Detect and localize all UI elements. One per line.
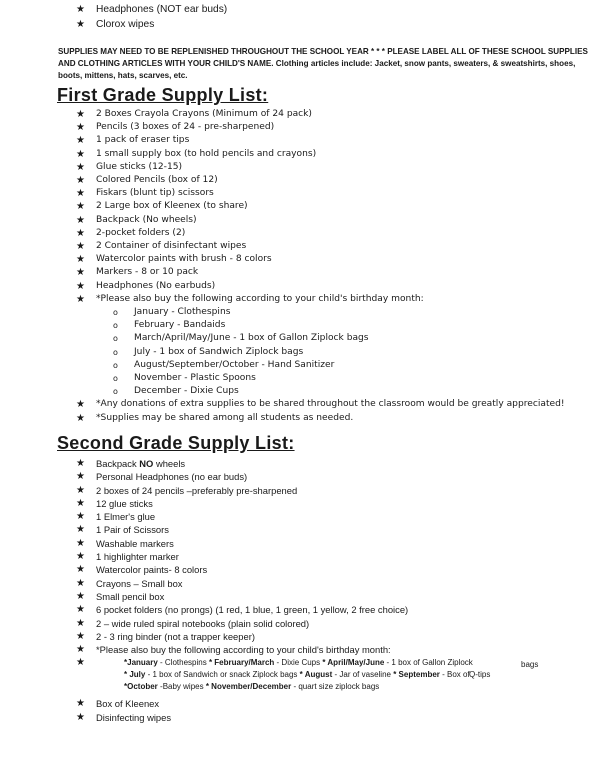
first-grade-heading: First Grade Supply List:	[57, 85, 269, 105]
list-item: ★ Crayons – Small box	[76, 577, 183, 589]
star-bullet-icon: ★	[76, 698, 85, 710]
list-item: ★ Disinfecting wipes	[76, 711, 172, 723]
list-item: ★ Backpack (No wheels)	[76, 214, 197, 226]
circle-bullet-icon: o	[113, 360, 118, 370]
star-bullet-icon: ★	[76, 293, 85, 305]
list-item: o January - Clothespins	[0, 306, 600, 319]
star-bullet-icon: ★	[76, 4, 85, 15]
star-bullet-icon: ★	[76, 267, 85, 279]
star-bullet-icon: ★	[76, 227, 85, 239]
list-item: ★ 1 highlighter marker	[76, 551, 179, 563]
star-bullet-icon: ★	[76, 412, 85, 424]
circle-bullet-icon: o	[113, 308, 118, 318]
list-item: ★ Headphones (No earbuds)	[76, 280, 216, 292]
star-bullet-icon: ★	[76, 201, 85, 213]
list-item: ★ Fiskars (blunt tip) scissors	[76, 188, 214, 200]
star-bullet-icon: ★	[76, 122, 85, 134]
circle-bullet-icon: o	[113, 374, 118, 384]
star-bullet-icon: ★	[76, 617, 85, 629]
birthday-month-block	[0, 656, 600, 697]
star-bullet-icon: ★	[76, 458, 85, 469]
list-item: ★ Clorox wipes	[76, 19, 155, 30]
star-bullet-icon: ★	[76, 644, 85, 656]
star-bullet-icon: ★	[76, 590, 85, 602]
list-item: ★ 2-pocket folders (2)	[76, 227, 186, 239]
list-item: ★ 2 Large box of Kleenex (to share)	[76, 201, 248, 213]
list-item: ★ *Please also buy the following according to your child's birthday month:	[76, 293, 424, 305]
list-item: ★ *Please also buy the following according to your child's birthday month:	[76, 644, 391, 656]
star-bullet-icon: ★	[76, 241, 85, 253]
star-bullet-icon: ★	[76, 399, 85, 411]
circle-bullet-icon: o	[113, 321, 118, 331]
second-grade-list	[0, 457, 600, 724]
list-item: ★ Colored Pencils (box of 12)	[76, 175, 218, 187]
list-item: o July - 1 box of Sandwich Ziplock bags	[0, 346, 600, 359]
birthday-month-list	[0, 306, 600, 398]
list-item: ★ Glue sticks (12-15)	[76, 161, 183, 173]
star-bullet-icon: ★	[76, 551, 85, 563]
list-item: ★ 2 Boxes Crayola Crayons (Minimum of 24 pack)	[76, 109, 312, 120]
list-item: ★ 6 pocket folders (no prongs) (1 red, 1 blue, 1 green, 1 yellow, 2 free choice)	[76, 604, 409, 616]
star-bullet-icon: ★	[76, 254, 85, 266]
birthday-bags-word: bags	[521, 660, 539, 670]
circle-bullet-icon: o	[113, 387, 118, 397]
birthday-line-2: * July - 1 box of Sandwich or snack Ziplock bags * August - Jar of vaseline * September - Box of	[124, 670, 470, 680]
list-item: ★ 12 glue sticks	[76, 497, 153, 509]
star-bullet-icon: ★	[76, 484, 85, 496]
list-item: ★ Pencils (3 boxes of 24 - pre-sharpened)	[76, 122, 275, 134]
star-bullet-icon: ★	[76, 630, 85, 642]
list-item: ★ 2 - 3 ring binder (not a trapper keeper)	[76, 630, 255, 642]
list-item: ★ Watercolor paints with brush - 8 colors	[76, 254, 272, 266]
list-item: o December - Dixie Cups	[0, 385, 600, 398]
list-item: ★ 1 Elmer's glue	[76, 511, 156, 523]
birthday-line-3: *October -Baby wipes * November/December - quart size ziplock bags	[124, 682, 380, 692]
star-bullet-icon: ★	[76, 511, 85, 523]
list-item: ★ Small pencil box	[76, 590, 165, 602]
list-item: ★ 1 pack of eraser tips	[76, 135, 190, 147]
star-bullet-icon: ★	[76, 135, 85, 147]
list-item: ★ 2 – wide ruled spiral notebooks (plain solid colored)	[76, 617, 310, 629]
star-bullet-icon: ★	[76, 537, 85, 549]
star-bullet-icon: ★	[76, 577, 85, 589]
star-bullet-icon: ★	[76, 188, 85, 200]
star-bullet-icon: ★	[76, 161, 85, 173]
previous-page-list	[0, 2, 600, 32]
label-notice: SUPPLIES MAY NEED TO BE REPLENISHED THROUGHOUT THE SCHOOL YEAR * * * PLEASE LABEL ALL OF THESE SCHOOL SUPPLIES AND CLOTHING ARTICLES WITH YOUR CHILD'S NAME. Clothing articles include: Jacket, snow pants, sweaters, & sweatshirts, shoes, boots, mittens, hats, scarves, etc.	[58, 47, 588, 80]
list-item: ★ *Supplies may be shared among all students as needed.	[76, 412, 354, 424]
star-bullet-icon: ★	[76, 657, 85, 669]
list-item: ★ 1 Pair of Scissors	[76, 524, 169, 536]
list-item: ★ Personal Headphones (no ear buds)	[76, 471, 248, 483]
star-bullet-icon: ★	[76, 280, 85, 292]
star-bullet-icon: ★	[76, 175, 85, 187]
star-bullet-icon: ★	[76, 471, 85, 483]
star-bullet-icon: ★	[76, 214, 85, 226]
list-item: o March/April/May/June - 1 box of Gallon Ziplock bags	[0, 332, 600, 345]
circle-bullet-icon: o	[113, 347, 118, 357]
circle-bullet-icon: o	[113, 334, 118, 344]
list-item: ★ Watercolor paints- 8 colors	[76, 564, 208, 576]
birthday-qtips-word: Q-tips	[469, 670, 491, 680]
star-bullet-icon: ★	[76, 497, 85, 509]
list-item: ★ Backpack NO wheels	[76, 458, 186, 469]
list-item: o February - Bandaids	[0, 319, 600, 332]
star-bullet-icon: ★	[76, 524, 85, 536]
list-item: ★ 2 boxes of 24 pencils –preferably pre-sharpened	[76, 484, 298, 496]
first-grade-list	[0, 108, 600, 425]
star-bullet-icon: ★	[76, 148, 85, 160]
list-item: ★ *Any donations of extra supplies to be shared throughout the classroom would be greatly appreciated!	[76, 399, 565, 411]
star-bullet-icon: ★	[76, 711, 85, 723]
star-bullet-icon: ★	[76, 19, 85, 30]
star-bullet-icon: ★	[76, 564, 85, 576]
list-item: ★ Markers - 8 or 10 pack	[76, 267, 199, 279]
star-bullet-icon: ★	[76, 109, 85, 120]
list-item: o November - Plastic Spoons	[0, 372, 600, 385]
list-item: o August/September/October - Hand Sanitizer	[0, 359, 600, 372]
birthday-line-1: *January - Clothespins * February/March - Dixie Cups * April/May/June - 1 box of Gallon Ziplock	[124, 658, 473, 668]
list-item: ★ Box of Kleenex	[76, 698, 160, 710]
birthday-sublist-wrapper	[0, 306, 600, 398]
second-grade-heading: Second Grade Supply List:	[57, 433, 295, 453]
list-item: ★ Headphones (NOT ear buds)	[76, 4, 228, 15]
list-item: ★ Washable markers	[76, 537, 174, 549]
star-bullet-icon: ★	[76, 604, 85, 616]
list-item: ★ 2 Container of disinfectant wipes	[76, 241, 247, 253]
list-item: ★ 1 small supply box (to hold pencils and crayons)	[76, 148, 317, 160]
